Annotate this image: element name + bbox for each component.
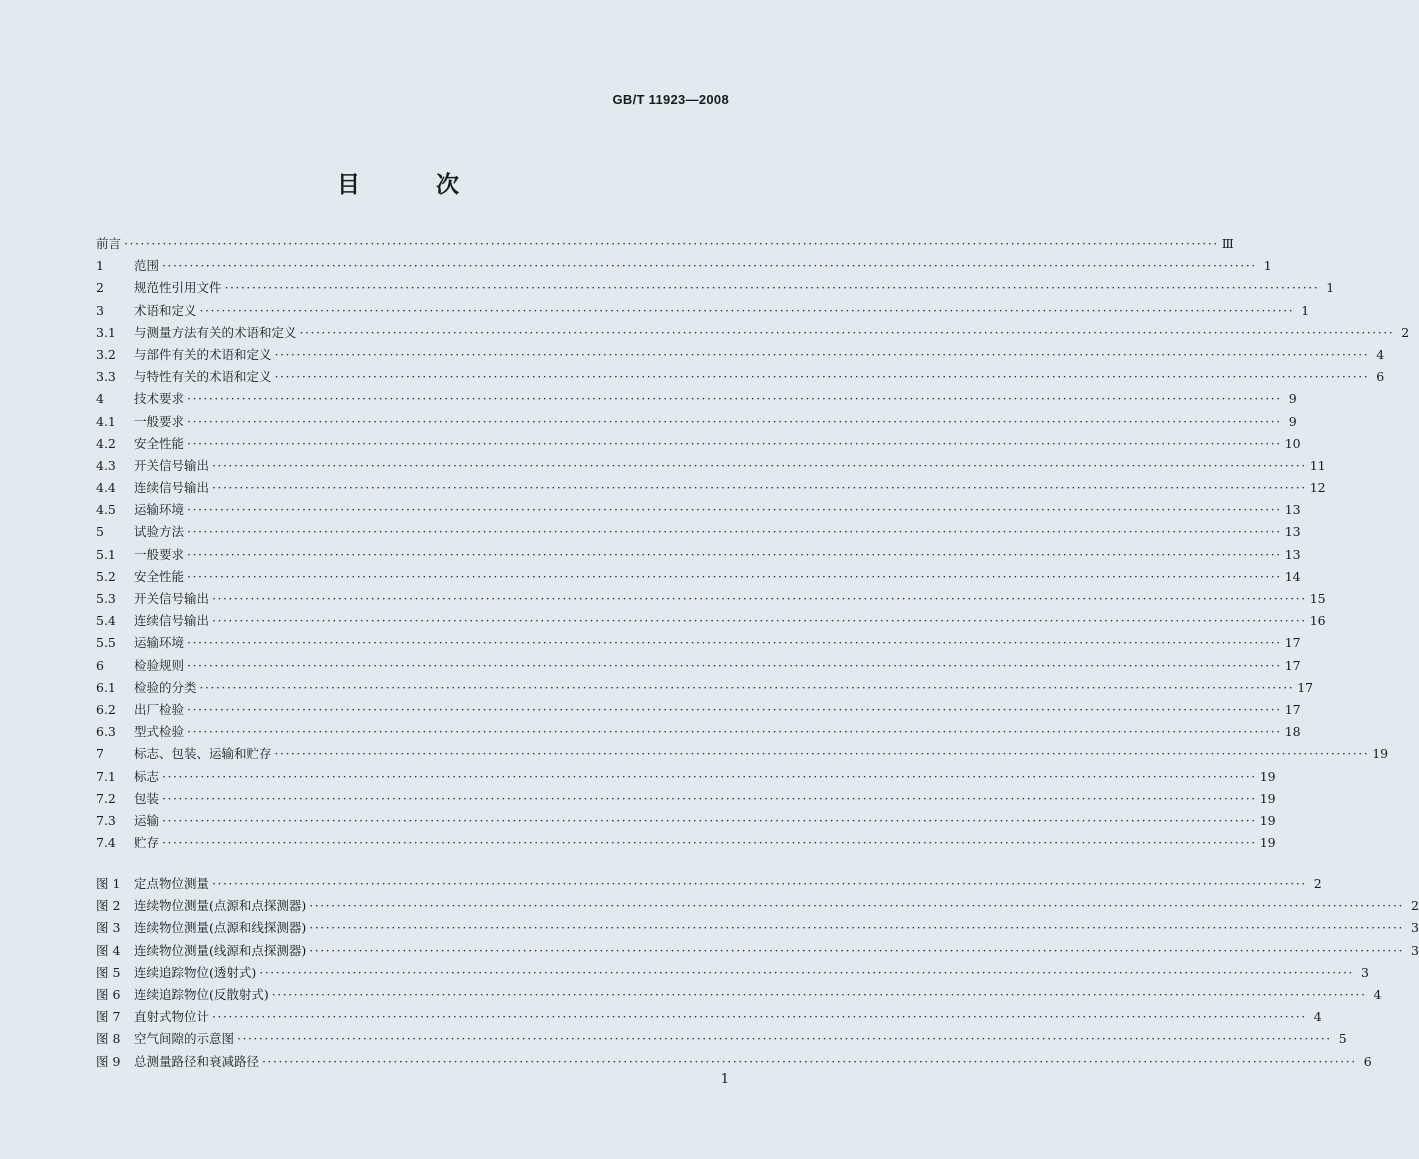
entry-page-number: 1 bbox=[1263, 258, 1272, 274]
entry-number: 1 bbox=[96, 258, 104, 274]
toc-entry[interactable] bbox=[96, 544, 1301, 566]
figure-entry[interactable] bbox=[96, 962, 1369, 984]
dot-leader: ········································································································································································································ bbox=[299, 324, 1395, 340]
entry-page-number: 17 bbox=[1297, 679, 1314, 695]
entry-title: 安全性能 bbox=[134, 568, 185, 584]
entry-page-number: 19 bbox=[1259, 790, 1276, 806]
entry-number: 图 9 bbox=[96, 1053, 121, 1069]
dot-leader: ········································································································································································································ bbox=[187, 701, 1282, 717]
table-of-contents bbox=[96, 233, 1410, 854]
entry-number: 图 5 bbox=[96, 964, 121, 980]
dot-leader: ········································································································································································································ bbox=[212, 1009, 1307, 1025]
entry-page-number: 6 bbox=[1363, 1053, 1372, 1069]
toc-entry[interactable] bbox=[96, 344, 1385, 366]
entry-page-number: 6 bbox=[1376, 369, 1385, 385]
entry-title: 总测量路径和衰减路径 bbox=[134, 1053, 260, 1069]
entry-title: 技术要求 bbox=[134, 391, 185, 407]
dot-leader: ········································································································································································································ bbox=[187, 724, 1282, 740]
entry-title: 试验方法 bbox=[134, 524, 185, 540]
dot-leader: ········································································································································································································ bbox=[259, 964, 1354, 980]
entry-number: 前言 bbox=[96, 236, 122, 251]
toc-entry[interactable] bbox=[96, 521, 1301, 543]
dot-leader: ········································································································································································································ bbox=[162, 790, 1257, 806]
entry-title: 检验规则 bbox=[134, 657, 185, 673]
entry-page-number: 17 bbox=[1284, 635, 1301, 651]
entry-title: 标志 bbox=[134, 768, 160, 784]
dot-leader: ········································································································································································································ bbox=[212, 457, 1307, 473]
figure-entry[interactable] bbox=[96, 917, 1419, 939]
entry-number: 4.3 bbox=[96, 457, 116, 473]
entry-title: 安全性能 bbox=[134, 435, 185, 451]
entry-page-number: 19 bbox=[1259, 835, 1276, 851]
entry-number: 4.5 bbox=[96, 502, 116, 518]
entry-number: 4.1 bbox=[96, 413, 116, 429]
entry-page-number: 17 bbox=[1284, 657, 1301, 673]
dot-leader: ········································································································································································································ bbox=[274, 346, 1370, 362]
dot-leader: ········································································································································································································ bbox=[212, 480, 1307, 496]
entry-page-number: 13 bbox=[1284, 524, 1301, 540]
entry-number: 7.3 bbox=[96, 812, 116, 828]
entry-title: 定点物位测量 bbox=[134, 876, 210, 891]
toc-entry[interactable] bbox=[96, 499, 1301, 521]
dot-leader: ········································································································································································································ bbox=[224, 280, 1320, 296]
entry-page-number: 3 bbox=[1361, 964, 1369, 980]
entry-page-number: 13 bbox=[1284, 502, 1301, 518]
entry-page-number: 1 bbox=[1301, 302, 1310, 318]
entry-number: 图 2 bbox=[96, 898, 121, 914]
entry-title: 开关信号输出 bbox=[134, 591, 210, 606]
dot-leader: ········································································································································································································ bbox=[187, 391, 1282, 407]
figure-entry[interactable] bbox=[96, 940, 1419, 962]
entry-number: 5.4 bbox=[96, 613, 116, 629]
toc-entry[interactable] bbox=[96, 632, 1301, 654]
entry-number: 7.4 bbox=[96, 835, 116, 851]
entry-number: 5.1 bbox=[96, 546, 116, 562]
entry-page-number: 19 bbox=[1259, 768, 1276, 784]
entry-number: 5.3 bbox=[96, 591, 116, 606]
dot-leader: ········································································································································································································ bbox=[262, 1053, 1357, 1069]
entry-title: 直射式物位计 bbox=[134, 1009, 210, 1025]
entry-page-number: 9 bbox=[1288, 391, 1297, 407]
toc-entry[interactable] bbox=[96, 677, 1314, 699]
dot-leader: ········································································································································································································ bbox=[162, 835, 1257, 851]
toc-entry[interactable] bbox=[96, 743, 1389, 765]
entry-page-number: 14 bbox=[1284, 568, 1301, 584]
dot-leader: ········································································································································································································ bbox=[187, 413, 1282, 429]
entry-title: 一般要求 bbox=[134, 413, 185, 429]
entry-page-number: 17 bbox=[1284, 701, 1301, 717]
entry-title: 规范性引用文件 bbox=[134, 280, 222, 296]
toc-entry[interactable] bbox=[96, 566, 1301, 588]
dot-leader: ········································································································································································································ bbox=[187, 502, 1282, 518]
entry-page-number: 2 bbox=[1313, 876, 1322, 891]
figure-entry[interactable] bbox=[96, 984, 1382, 1006]
dot-leader: ········································································································································································································ bbox=[212, 876, 1307, 891]
dot-leader: ········································································································································································································ bbox=[309, 920, 1404, 936]
entry-number: 2 bbox=[96, 280, 104, 296]
dot-leader: ········································································································································································································ bbox=[162, 768, 1257, 784]
toc-entry[interactable] bbox=[96, 699, 1301, 721]
entry-title: 与测量方法有关的术语和定义 bbox=[134, 324, 297, 340]
entry-number: 4.2 bbox=[96, 435, 116, 451]
toc-entry[interactable] bbox=[96, 255, 1272, 277]
entry-title: 出厂检验 bbox=[134, 701, 185, 717]
dot-leader: ········································································································································································································ bbox=[187, 435, 1282, 451]
entry-number: 6.1 bbox=[96, 679, 116, 695]
dot-leader: ········································································································································································································ bbox=[309, 898, 1404, 914]
entry-page-number: 19 bbox=[1372, 746, 1389, 762]
entry-title: 一般要求 bbox=[134, 546, 185, 562]
entry-number: 3.1 bbox=[96, 324, 116, 340]
entry-page-number: 2 bbox=[1411, 898, 1419, 914]
entry-title: 连续追踪物位(透射式) bbox=[134, 964, 257, 980]
entry-title: 连续信号输出 bbox=[134, 480, 210, 496]
entry-number: 3.3 bbox=[96, 369, 116, 385]
entry-number: 6.3 bbox=[96, 724, 116, 740]
entry-page-number: 3 bbox=[1411, 920, 1419, 936]
dot-leader: ········································································································································································································ bbox=[187, 568, 1282, 584]
toc-entry[interactable] bbox=[96, 433, 1301, 455]
entry-page-number: 3 bbox=[1411, 942, 1419, 958]
toc-entry[interactable] bbox=[96, 588, 1326, 610]
figure-entry[interactable] bbox=[96, 873, 1322, 895]
dot-leader: ········································································································································································································ bbox=[162, 258, 1257, 274]
entry-number: 4 bbox=[96, 391, 104, 407]
entry-page-number: 4 bbox=[1373, 986, 1382, 1002]
toc-entry[interactable] bbox=[96, 810, 1276, 832]
toc-entry[interactable] bbox=[96, 388, 1297, 410]
entry-page-number: 9 bbox=[1288, 413, 1297, 429]
figure-entry[interactable] bbox=[96, 895, 1419, 917]
entry-number: 图 6 bbox=[96, 986, 121, 1002]
entry-number: 3 bbox=[96, 302, 104, 318]
entry-page-number: 13 bbox=[1284, 546, 1301, 562]
entry-title: 运输 bbox=[134, 812, 160, 828]
toc-entry[interactable] bbox=[96, 277, 1335, 299]
entry-title: 型式检验 bbox=[134, 724, 185, 740]
entry-page-number: 4 bbox=[1376, 346, 1385, 362]
figure-entry[interactable] bbox=[96, 1006, 1322, 1028]
entry-page-number: 12 bbox=[1309, 480, 1326, 496]
toc-entry[interactable] bbox=[96, 477, 1326, 499]
entry-page-number: 19 bbox=[1259, 812, 1276, 828]
toc-entry[interactable] bbox=[96, 455, 1326, 477]
entry-number: 7.2 bbox=[96, 790, 116, 806]
dot-leader: ········································································································································································································ bbox=[187, 635, 1282, 651]
figure-list bbox=[96, 873, 1419, 1073]
entry-title: 贮存 bbox=[134, 835, 160, 851]
entry-number: 7.1 bbox=[96, 768, 116, 784]
entry-number: 图 8 bbox=[96, 1031, 121, 1047]
toc-entry[interactable] bbox=[96, 322, 1410, 344]
entry-title: 连续追踪物位(反散射式) bbox=[134, 986, 269, 1002]
entry-number: 7 bbox=[96, 746, 104, 762]
entry-number: 5.2 bbox=[96, 568, 116, 584]
dot-leader: ········································································································································································································ bbox=[309, 942, 1404, 958]
dot-leader: ········································································································································································································ bbox=[187, 524, 1282, 540]
toc-entry[interactable] bbox=[96, 788, 1276, 810]
dot-leader: ········································································································································································································ bbox=[124, 236, 1219, 251]
entry-title: 开关信号输出 bbox=[134, 457, 210, 473]
entry-number: 6.2 bbox=[96, 701, 116, 717]
entry-number: 图 1 bbox=[96, 876, 121, 891]
entry-title: 运输环境 bbox=[134, 502, 185, 518]
entry-title: 连续物位测量(线源和点探测器) bbox=[134, 942, 307, 958]
dot-leader: ········································································································································································································ bbox=[212, 591, 1307, 606]
entry-page-number: Ⅲ bbox=[1221, 236, 1234, 251]
entry-page-number: 5 bbox=[1338, 1031, 1347, 1047]
entry-title: 连续物位测量(点源和点探测器) bbox=[134, 898, 307, 914]
page-title: 目 次 bbox=[336, 172, 493, 198]
entry-title: 与特性有关的术语和定义 bbox=[134, 369, 272, 385]
page-number: 1 bbox=[720, 1072, 729, 1087]
dot-leader: ········································································································································································································ bbox=[274, 746, 1370, 762]
entry-page-number: 18 bbox=[1284, 724, 1301, 740]
toc-entry[interactable] bbox=[96, 610, 1326, 632]
entry-number: 6 bbox=[96, 657, 104, 673]
entry-title: 运输环境 bbox=[134, 635, 185, 651]
entry-title: 空气间隙的示意图 bbox=[134, 1031, 235, 1047]
figure-entry[interactable] bbox=[96, 1051, 1372, 1073]
dot-leader: ········································································································································································································ bbox=[162, 812, 1257, 828]
toc-entry[interactable] bbox=[96, 655, 1301, 677]
entry-title: 检验的分类 bbox=[134, 679, 197, 695]
dot-leader: ········································································································································································································ bbox=[271, 986, 1367, 1002]
toc-entry[interactable] bbox=[96, 766, 1276, 788]
entry-page-number: 2 bbox=[1401, 324, 1410, 340]
entry-number: 图 4 bbox=[96, 942, 121, 958]
dot-leader: ········································································································································································································ bbox=[187, 657, 1282, 673]
toc-entry[interactable] bbox=[96, 366, 1385, 388]
entry-page-number: 11 bbox=[1309, 457, 1326, 473]
toc-entry[interactable] bbox=[96, 300, 1310, 322]
entry-page-number: 1 bbox=[1326, 280, 1335, 296]
entry-number: 3.2 bbox=[96, 346, 116, 362]
dot-leader: ········································································································································································································ bbox=[274, 369, 1370, 385]
entry-title: 范围 bbox=[134, 258, 160, 274]
entry-title: 连续物位测量(点源和线探测器) bbox=[134, 920, 307, 936]
entry-page-number: 10 bbox=[1284, 435, 1301, 451]
dot-leader: ········································································································································································································ bbox=[199, 302, 1295, 318]
toc-entry[interactable] bbox=[96, 233, 1234, 255]
entry-number: 图 7 bbox=[96, 1009, 121, 1025]
entry-title: 标志、包装、运输和贮存 bbox=[134, 746, 272, 762]
entry-title: 连续信号输出 bbox=[134, 613, 210, 629]
entry-number: 图 3 bbox=[96, 920, 121, 936]
entry-title: 术语和定义 bbox=[134, 302, 197, 318]
entry-title: 与部件有关的术语和定义 bbox=[134, 346, 272, 362]
entry-page-number: 15 bbox=[1309, 591, 1326, 606]
entry-number: 5.5 bbox=[96, 635, 116, 651]
entry-page-number: 4 bbox=[1313, 1009, 1322, 1025]
entry-title: 包装 bbox=[134, 790, 160, 806]
entry-number: 4.4 bbox=[96, 480, 116, 496]
dot-leader: ········································································································································································································ bbox=[237, 1031, 1332, 1047]
toc-entry[interactable] bbox=[96, 411, 1297, 433]
dot-leader: ········································································································································································································ bbox=[187, 546, 1282, 562]
toc-entry[interactable] bbox=[96, 721, 1301, 743]
dot-leader: ········································································································································································································ bbox=[212, 613, 1307, 629]
toc-entry[interactable] bbox=[96, 832, 1276, 854]
document-number: GB/T 11923—2008 bbox=[612, 92, 729, 107]
dot-leader: ········································································································································································································ bbox=[199, 679, 1295, 695]
figure-entry[interactable] bbox=[96, 1028, 1347, 1050]
entry-number: 5 bbox=[96, 524, 104, 540]
entry-page-number: 16 bbox=[1309, 613, 1326, 629]
